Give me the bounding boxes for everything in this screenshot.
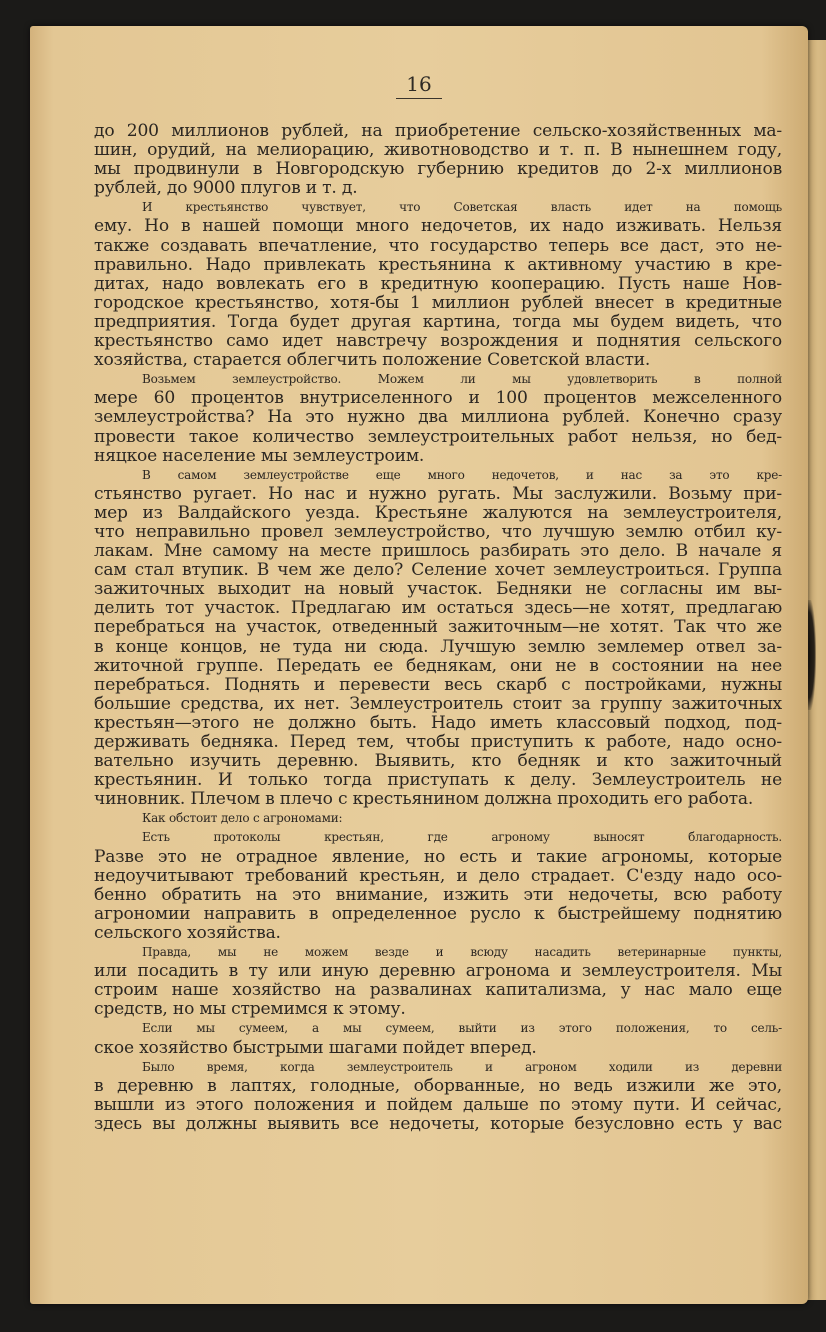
text-line: Было время, когда землеустроитель и агроном ходили из деревни	[142, 1059, 782, 1074]
text-line: Есть протоколы крестьян, где агроному выносят благодарность.	[142, 830, 782, 845]
text-line: ское хозяйство быстрыми шагами пойдет вперед.	[94, 1037, 537, 1058]
text-line: бенно обратить на это внимание, изжить эти недочеты, всю работу	[94, 884, 782, 905]
text-line: сельского хозяйства.	[94, 922, 281, 943]
text-line: городское крестьянство, хотя-бы 1 миллион рублей внесет в кредитные	[94, 292, 782, 313]
text-line: в конце концов, не туда ни сюда. Лучшую землю землемер отвел за-	[94, 636, 782, 657]
text-line: хозяйства, старается облегчить положение Советской власти.	[94, 350, 651, 371]
text-line: рублей, до 9000 плугов и т. д.	[94, 178, 358, 199]
text-line: В самом землеустройстве еще много недочетов, и нас за это кре-	[142, 467, 782, 482]
text-line: шин, орудий, на мелиорацию, животноводство и т. п. В нынешнем году,	[94, 140, 782, 161]
text-line: ему. Но в нашей помощи много недочетов, их надо изживать. Нельзя	[94, 216, 782, 237]
text-line: чиновник. Плечом в плечо с крестьянином должна проходить его работа.	[94, 789, 754, 810]
page-number-rule	[396, 98, 442, 99]
text-line: Возьмем землеустройство. Можем ли мы удовлетворить в полной	[142, 372, 782, 387]
text-line: в деревню в лаптях, голодные, оборванные, но ведь изжили же это,	[94, 1075, 782, 1096]
text-line: дитах, надо вовлекать его в кредитную кооперацию. Пусть наше Нов-	[94, 273, 782, 294]
page-number-text: 16	[406, 72, 432, 96]
text-line: крестьянство само идет навстречу возрождения и поднятия сельского	[94, 331, 782, 352]
text-line: зажиточных выходит на новый участок. Бедняки не согласны им вы-	[94, 579, 782, 600]
text-line: И крестьянство чувствует, что Советская власть идет на помощь	[142, 200, 782, 215]
text-line: агрономии направить в определенное русло к быстрейшему поднятию	[94, 903, 782, 924]
text-line: что неправильно провел землеустройство, что лучшую землю отбил ку-	[94, 521, 782, 542]
text-line: вательно изучить деревню. Выявить, кто бедняк и кто зажиточный	[94, 751, 782, 772]
text-line: держивать бедняка. Перед тем, чтобы приступить к работе, надо осно-	[94, 732, 782, 752]
text-line: недоучитывают требований крестьян, и дело страдает. С'езду надо осо-	[94, 865, 782, 886]
page-number	[30, 72, 808, 99]
text-line: крестьян—этого не должно быть. Надо иметь классовый подход, под-	[94, 712, 782, 733]
text-line: перебраться. Поднять и перевести весь скарб с постройками, нужны	[94, 674, 782, 695]
text-line: здесь вы должны выявить все недочеты, которые безусловно есть у вас	[94, 1113, 782, 1134]
text-line: предприятия. Тогда будет другая картина, тогда мы будем видеть, что	[94, 311, 782, 332]
text-line: большие средства, их нет. Землеустроитель стоит за группу зажиточных	[94, 693, 782, 714]
text-line: до 200 миллионов рублей, на приобретение сельско-хозяйственных ма-	[94, 121, 782, 141]
text-line: делить тот участок. Предлагаю им остаться здесь—не хотят, предлагаю	[94, 598, 782, 619]
text-line: или посадить в ту или иную деревню агронома и землеустроителя. Мы	[94, 961, 782, 982]
text-line: землеустройства? На это нужно два миллиона рублей. Конечно сразу	[94, 407, 782, 428]
text-line: крестьянин. И только тогда приступать к делу. Землеустроитель не	[94, 770, 782, 791]
text-line: вышли из этого положения и пойдем дальше по этому пути. И сейчас,	[94, 1094, 782, 1115]
text-line: также создавать впечатление, что государство теперь все даст, это не-	[94, 235, 782, 256]
text-line: стьянство ругает. Но нас и нужно ругать. Мы заслужили. Возьму при-	[94, 483, 782, 504]
text-line: Правда, мы не можем везде и всюду насадить ветеринарные пункты,	[142, 945, 782, 960]
text-line: лакам. Мне самому на месте пришлось разбирать это дело. В начале я	[94, 541, 782, 562]
text-line: средств, но мы стремимся к этому.	[94, 999, 406, 1020]
text-line: мер из Валдайского уезда. Крестьяне жалуются на землеустроителя,	[94, 502, 782, 523]
text-line: няцкое население мы землеустроим.	[94, 445, 425, 466]
text-line: строим наше хозяйство на развалинах капитализма, у нас мало еще	[94, 980, 782, 1001]
text-line: правильно. Надо привлекать крестьянина к активному участию в кре-	[94, 254, 782, 275]
text-line: житочной группе. Передать ее беднякам, они не в состоянии на нее	[94, 655, 782, 676]
body-text	[94, 122, 782, 1134]
text-line: Разве это не отрадное явление, но есть и такие агрономы, которые	[94, 846, 782, 867]
text-line: Если мы сумеем, а мы сумеем, выйти из этого положения, то сель-	[142, 1021, 782, 1036]
text-line: мы продвинули в Новгородскую губернию кредитов до 2-х миллионов	[94, 159, 782, 180]
text-line: сам стал втупик. В чем же дело? Селение хочет землеустроиться. Группа	[94, 560, 782, 581]
text-line: перебраться на участок, отведенный зажиточным—не хотят. Так что же	[94, 617, 782, 638]
book-page	[30, 26, 808, 1304]
text-line: Как обстоит дело с агрономами:	[142, 811, 343, 826]
text-line: мере 60 процентов внутриселенного и 100 процентов межселенного	[94, 388, 782, 409]
text-line: провести такое количество землеустроительных работ нельзя, но бед-	[94, 426, 782, 447]
